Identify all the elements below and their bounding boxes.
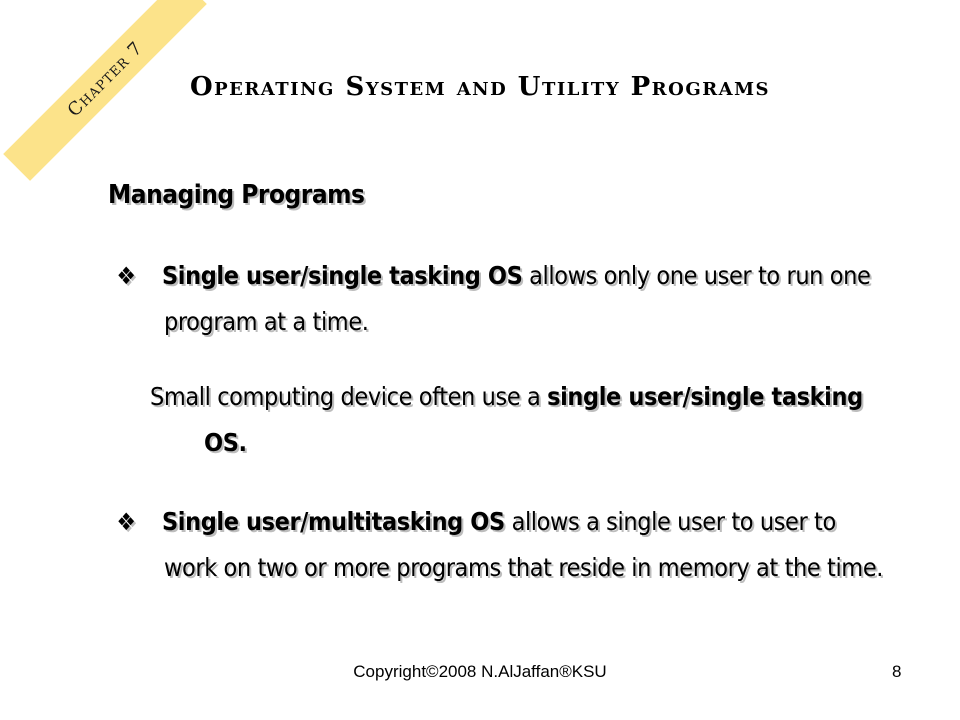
- note-line-2: OS.: [204, 428, 247, 457]
- copyright-text: Copyright©2008 N.AlJaffan®KSU: [353, 662, 607, 681]
- note-term: single user/single tasking: [547, 382, 863, 411]
- bullet-line-2: program at a time.: [164, 307, 369, 336]
- note-prefix: Small computing device often use a: [150, 382, 548, 411]
- slide-title: Operating System and Utility Programs: [189, 72, 771, 102]
- bullet-term: Single user/single tasking OS: [162, 261, 523, 290]
- bullet-description: allows a single user to user to: [504, 507, 836, 536]
- bullet-line-1: [162, 253, 870, 299]
- bullet-line-1: [162, 499, 836, 545]
- chapter-label: Chapter 7: [63, 37, 147, 121]
- bullet-description: allows only one user to run one: [522, 261, 871, 290]
- note-line-1: [150, 374, 863, 420]
- bullet-term: Single user/multitasking OS: [162, 507, 505, 536]
- bullet-line-2: work on two or more programs that reside in memory at the time.: [164, 553, 884, 582]
- four-diamond-bullet-icon: ❖: [116, 262, 136, 290]
- page-number: 8: [892, 662, 902, 681]
- four-diamond-bullet-icon: ❖: [116, 508, 136, 536]
- section-heading: Managing Programs: [108, 180, 365, 210]
